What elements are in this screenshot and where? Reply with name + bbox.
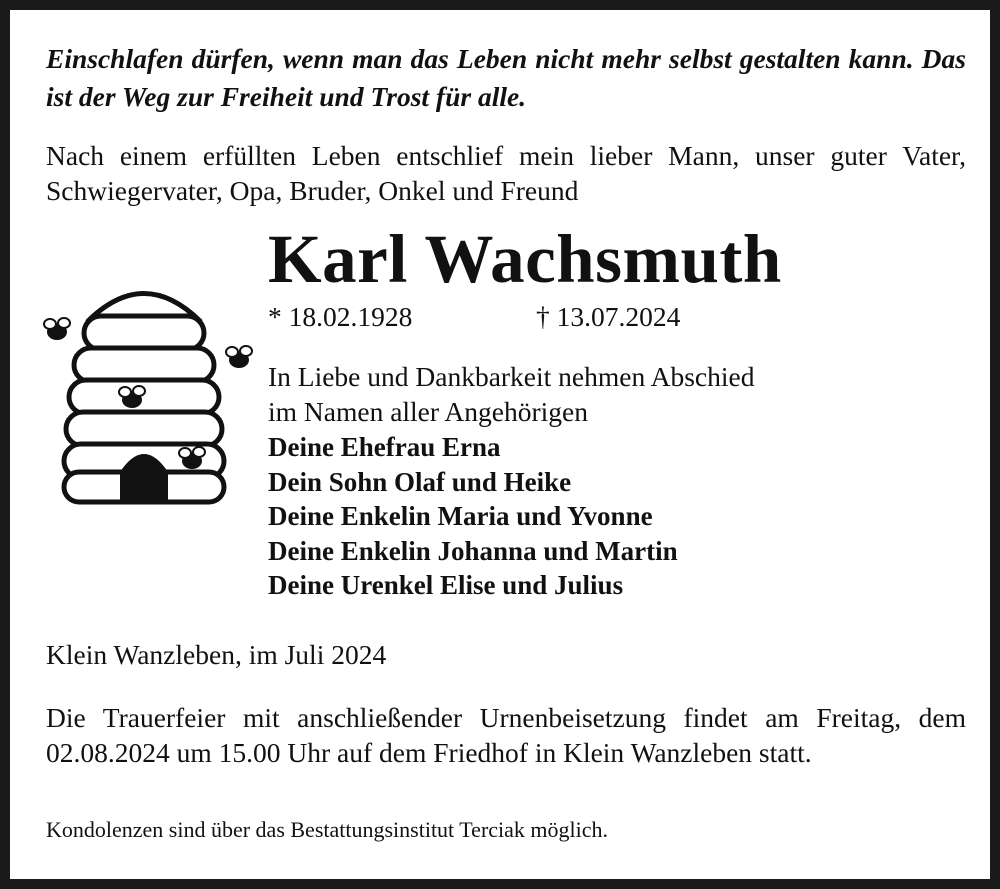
farewell-text	[268, 360, 908, 429]
condolence-note: Kondolenzen sind über das Bestattungsinstitut Terciak möglich.	[46, 817, 609, 842]
mourner-line: Deine Enkelin Maria und Yvonne	[268, 501, 653, 531]
place-date: Klein Wanzleben, im Juli 2024	[46, 639, 387, 670]
death-date: † 13.07.2024	[536, 301, 681, 332]
funeral-info: Die Trauerfeier mit anschließender Urnenbeisetzung findet am Freitag, dem 02.08.2024 um 15.00 Uhr auf dem Friedhof in Klein Wanzleben statt.	[46, 702, 966, 768]
hive-ring-3	[69, 380, 219, 414]
beehive-icon	[24, 276, 264, 506]
mourner-line: Deine Ehefrau Erna	[268, 432, 501, 462]
mourner-line: Deine Urenkel Elise und Julius	[268, 570, 624, 600]
deceased-name: Karl Wachsmuth	[268, 221, 782, 297]
mourner-line: Deine Enkelin Johanna und Martin	[268, 535, 678, 566]
hive-ring-4	[66, 412, 222, 446]
motto-quote: Einschlafen dürfen, wenn man das Leben nicht mehr selbst gestalten kann. Das ist der Weg zur Freiheit und Trost für alle.	[46, 43, 966, 112]
bee-icon	[44, 318, 70, 339]
mourner-line: Dein Sohn Olaf und Heike	[268, 466, 572, 497]
farewell-line: im Namen aller Angehörigen	[268, 395, 588, 427]
intro-text: Nach einem erfüllten Leben entschlief mein lieber Mann, unser guter Vater, Schwiegervater, Opa, Bruder, Onkel und Freund	[46, 140, 966, 206]
hive-ring-1	[84, 316, 204, 350]
birth-date: * 18.02.1928	[268, 301, 413, 332]
farewell-line: In Liebe und Dankbarkeit nehmen Abschied	[268, 361, 755, 392]
bee-icon	[226, 346, 252, 367]
hive-ring-2	[74, 348, 214, 382]
mourners-list	[268, 430, 908, 603]
